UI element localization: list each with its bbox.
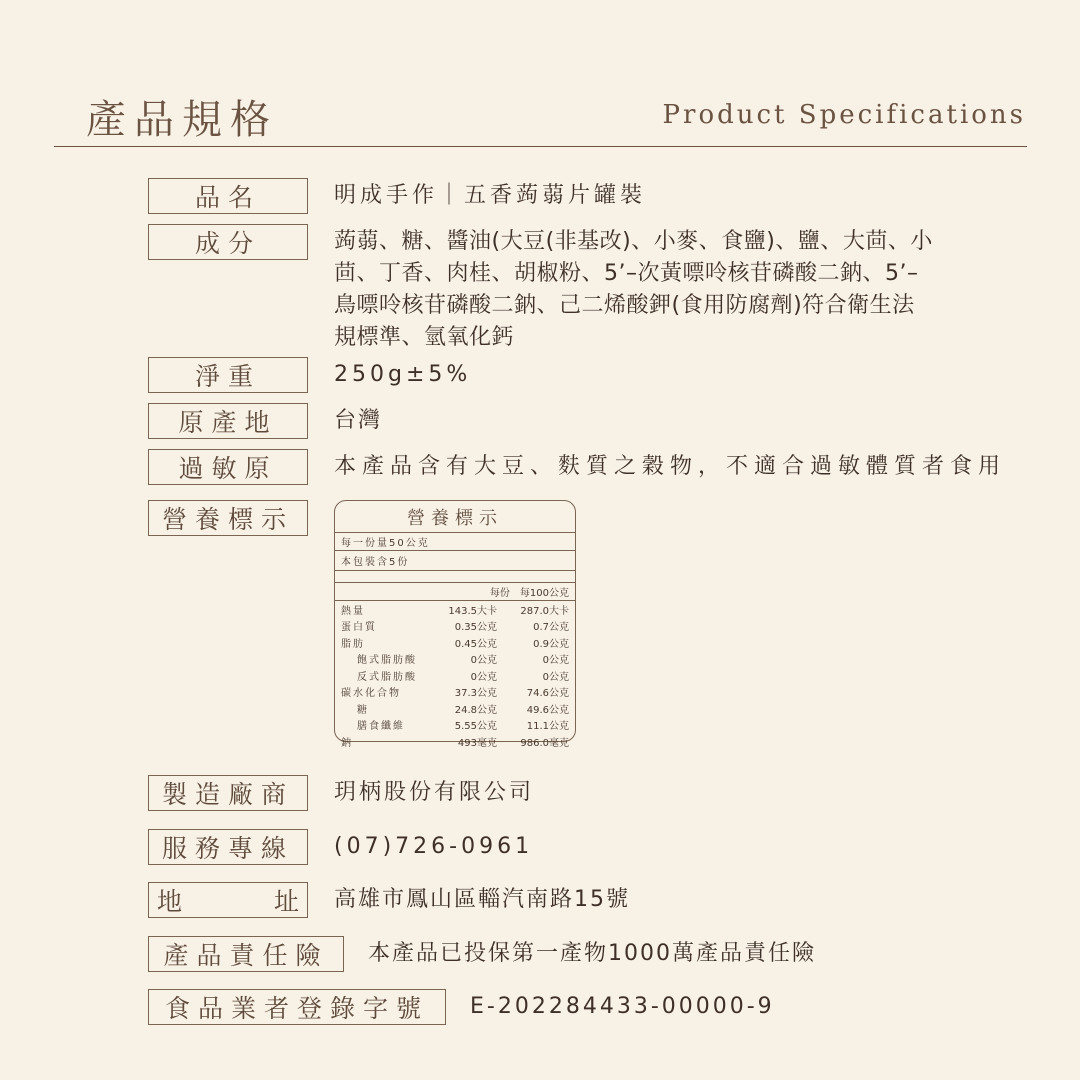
nutrition-facts-table — [334, 500, 576, 749]
nutrition-row-per-serving: 37.3公克 — [454, 688, 497, 700]
nutrition-row-per-100g: 0公克 — [542, 655, 569, 667]
nutrition-row-per-serving: 0公克 — [470, 655, 497, 667]
nutrition-spacer — [335, 571, 575, 583]
spec-row-name — [148, 178, 646, 214]
nutrition-row-per-100g: 287.0大卡 — [520, 605, 569, 617]
spec-label-hotline: 服務專線 — [148, 829, 308, 865]
spec-value-manufacturer: 玥柄股份有限公司 — [334, 780, 535, 805]
spec-label-address-left: 地 — [157, 887, 183, 916]
spec-row-origin — [148, 403, 382, 439]
spec-row-nutrition — [148, 500, 308, 536]
spec-label-registration: 食品業者登錄字號 — [148, 989, 446, 1025]
nutrition-row-name: 飽式脂肪酸 — [357, 655, 417, 667]
spec-label-origin: 原產地 — [148, 403, 308, 439]
nutrition-row — [335, 684, 575, 701]
nutrition-row-name: 反式脂肪酸 — [357, 671, 417, 683]
nutrition-row-per-100g: 11.1公克 — [526, 721, 569, 733]
page-title: 產品規格 — [86, 97, 278, 143]
spec-value-allergen: 本產品含有大豆、麩質之穀物，不適合過敏體質者食用 — [334, 454, 1007, 479]
nutrition-serving-size: 每一份量50公克 — [335, 533, 575, 551]
nutrition-row-name: 鈉 — [341, 737, 353, 749]
spec-row-net-weight — [148, 357, 471, 393]
spec-label-net-weight: 淨重 — [148, 357, 308, 393]
nutrition-row-name: 熱量 — [341, 605, 365, 617]
nutrition-row-per-100g: 0.7公克 — [533, 622, 569, 634]
spec-value-net-weight: 250g±5% — [334, 362, 472, 387]
nutrition-row — [335, 601, 575, 618]
nutrition-row — [335, 618, 575, 635]
spec-value-ingredients: 蒟蒻、糖、醬油(大豆(非基改)、小麥、食鹽)、鹽、大茴、小茴、丁香、肉桂、胡椒粉、5’–次黃嘌呤核苷磷酸二鈉、5’–鳥嘌呤核苷磷酸二鈉、己二烯酸鉀(食用防腐劑)符合衛生法規標準、氫氧化鈣 — [334, 229, 933, 350]
nutrition-row-per-serving: 5.55公克 — [454, 721, 497, 733]
nutrition-row — [335, 733, 575, 750]
spec-row-allergen — [148, 449, 1006, 485]
spec-row-insurance — [148, 936, 816, 972]
nutrition-row-name: 蛋白質 — [341, 622, 377, 634]
nutrition-row-name: 碳水化合物 — [341, 688, 401, 700]
spec-label-insurance: 產品責任險 — [148, 936, 344, 972]
spec-value-address: 高雄市鳳山區輜汽南路15號 — [334, 887, 630, 912]
nutrition-row-per-100g: 0公克 — [542, 671, 569, 683]
nutrition-col-per-100g: 每100公克 — [519, 588, 569, 599]
nutrition-row-per-serving: 0公克 — [470, 671, 497, 683]
nutrition-row — [335, 667, 575, 684]
nutrition-row-per-serving: 0.35公克 — [454, 622, 497, 634]
spec-value-origin: 台灣 — [334, 408, 383, 433]
nutrition-row — [335, 634, 575, 651]
nutrition-row-name: 膳食纖維 — [357, 721, 405, 733]
spec-row-hotline — [148, 829, 533, 865]
nutrition-row-per-serving: 24.8公克 — [454, 704, 497, 716]
nutrition-col-per-serving: 每份 — [489, 588, 510, 599]
nutrition-row-per-100g: 0.9公克 — [533, 638, 569, 650]
spec-row-manufacturer — [148, 775, 534, 811]
spec-value-registration: E-202284433-00000-9 — [470, 994, 775, 1019]
nutrition-row-per-100g: 986.0毫克 — [520, 737, 569, 749]
spec-value-insurance: 本產品已投保第一產物1000萬產品責任險 — [368, 941, 816, 966]
nutrition-row-per-serving: 493毫克 — [457, 737, 497, 749]
spec-value-name: 明成手作｜五香蒟蒻片罐裝 — [334, 183, 647, 208]
nutrition-row — [335, 651, 575, 668]
spec-label-ingredients: 成分 — [148, 224, 308, 260]
nutrition-row-name: 脂肪 — [341, 638, 365, 650]
spec-label-address — [148, 882, 308, 918]
nutrition-row-per-100g: 49.6公克 — [526, 704, 569, 716]
nutrition-row-per-serving: 143.5大卡 — [448, 605, 497, 617]
spec-value-hotline: (07)726-0961 — [334, 834, 534, 859]
nutrition-row — [335, 700, 575, 717]
spec-row-registration — [148, 989, 775, 1025]
nutrition-row-name: 糖 — [357, 704, 369, 716]
nutrition-servings: 本包裝含5份 — [335, 551, 575, 571]
spec-label-allergen: 過敏原 — [148, 449, 308, 485]
spec-row-ingredients — [148, 224, 934, 354]
spec-label-name: 品名 — [148, 178, 308, 214]
spec-label-nutrition: 營養標示 — [148, 500, 308, 536]
spec-label-manufacturer: 製造廠商 — [148, 775, 308, 811]
spec-row-address — [148, 882, 630, 918]
nutrition-row-per-100g: 74.6公克 — [526, 688, 569, 700]
nutrition-row-per-serving: 0.45公克 — [454, 638, 497, 650]
header-divider — [54, 146, 1027, 147]
nutrition-rows — [335, 601, 575, 750]
nutrition-title: 營養標示 — [335, 501, 575, 533]
nutrition-column-headers — [335, 583, 575, 601]
nutrition-row — [335, 717, 575, 734]
page-subtitle: Product Specifications — [662, 100, 1026, 130]
spec-label-address-right: 址 — [273, 887, 299, 916]
